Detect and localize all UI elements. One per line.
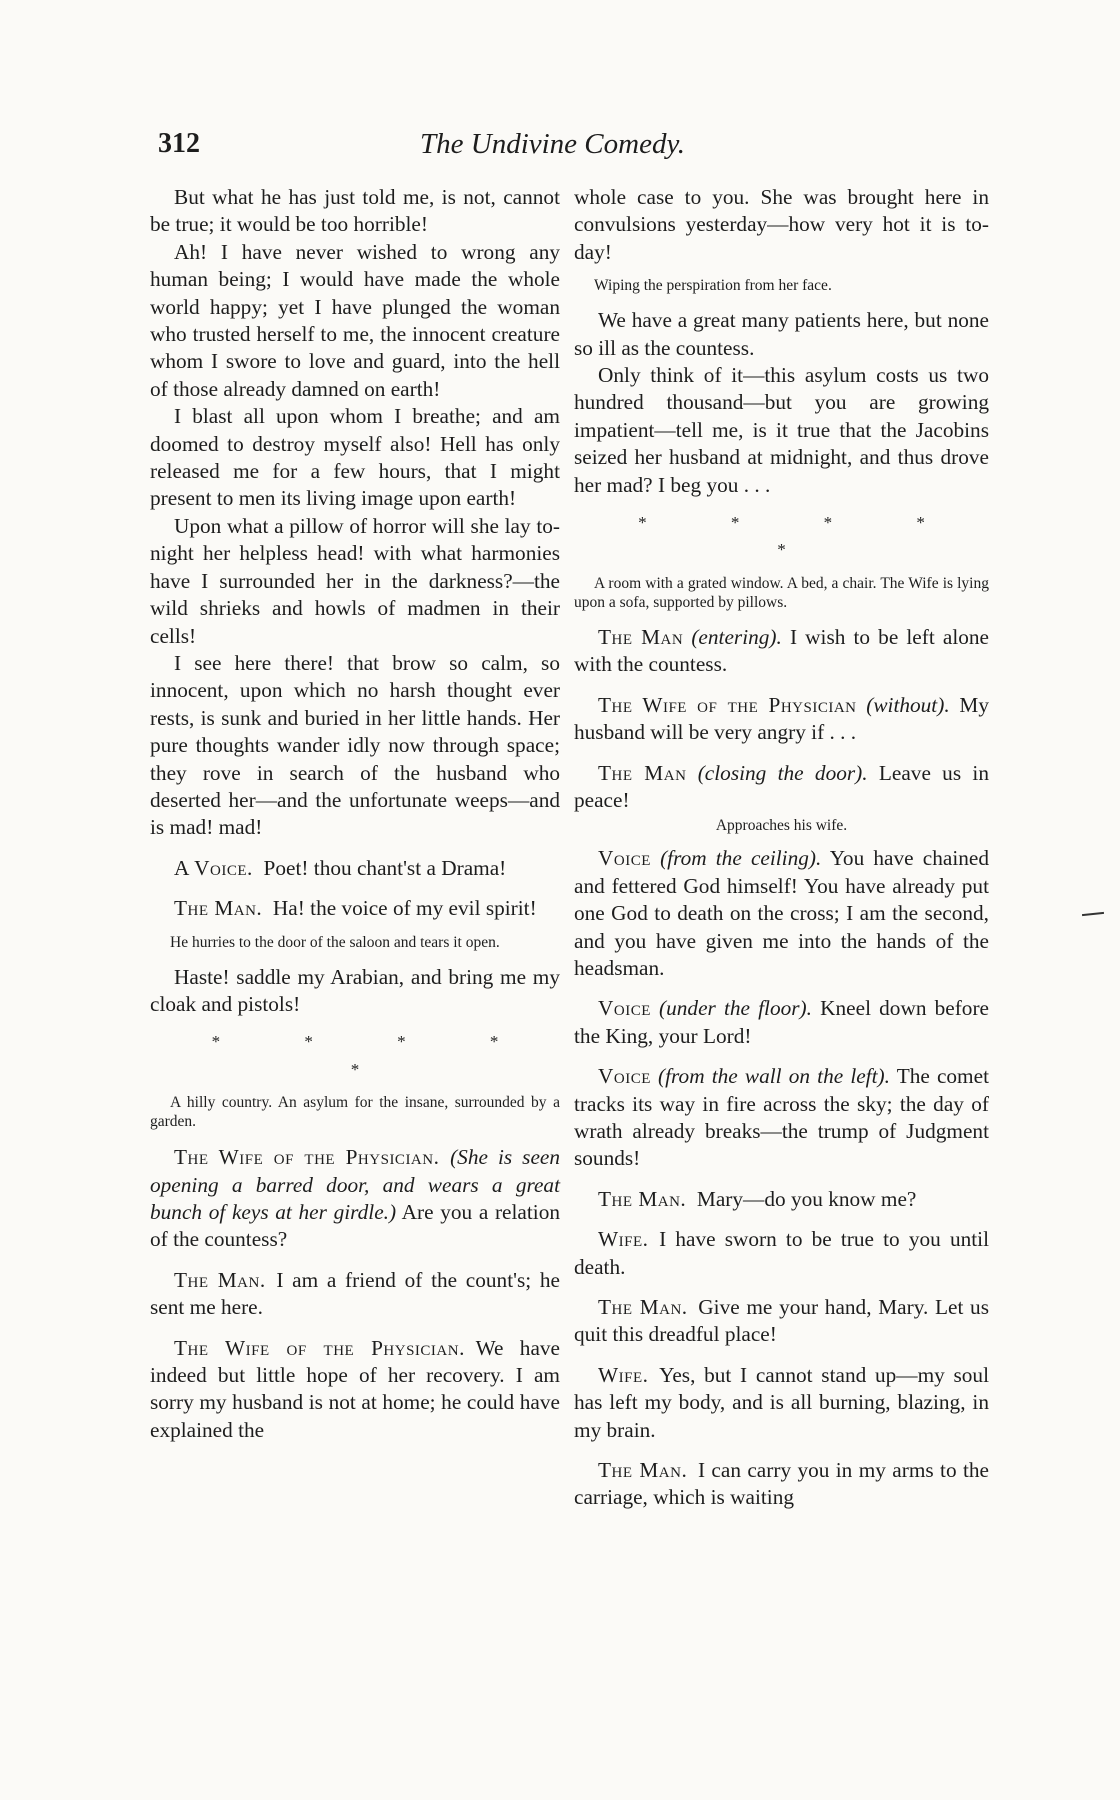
stage-direction-inline: (under the floor). [659, 996, 812, 1021]
stage-direction: A room with a grated window. A bed, a chair. The Wife is lying upon a sofa, supported by pillows. [574, 574, 989, 611]
speech-text: You have chained and fettered God himself! You have already put one God to death on the cross; I am the second, and you have given me into the hands of the headsman. [574, 846, 989, 980]
speaker-name: Wife. [598, 1362, 649, 1387]
speech [574, 624, 989, 679]
paragraph: I see here there! that brow so calm, so innocent, upon which no harsh thought ever rests, is sunk and buried in her little hands. Her pure thoughts wander idly now through space; they rove in search of the husband who deserted her—and the unfortunate weeps—and is mad! mad! [150, 650, 560, 840]
speaker-name: The Man [598, 760, 687, 785]
speech-text: Give me your hand, Mary. Let us quit this dreadful place! [574, 1295, 989, 1347]
speaker-name: The Man. [598, 1295, 688, 1319]
speech [574, 1457, 989, 1512]
speaker-name: The Wife of the Physician. [174, 1145, 440, 1170]
speaker-name: The Man. [174, 896, 263, 921]
speech-text: Leave us in peace! [574, 760, 989, 812]
speaker-name: Voice [598, 996, 651, 1021]
speaker-name: The Wife of the Physician. [174, 1335, 465, 1360]
speaker-name: Voice [598, 846, 651, 871]
stage-direction-inline: (entering). [691, 624, 782, 649]
running-header [0, 128, 1120, 168]
speech-text: We have indeed but little hope of her recovery. I am sorry my husband is not at home; he could have explained the [150, 1335, 561, 1442]
paragraph: We have a great many patients here, but none so ill as the countess. [574, 308, 989, 360]
stage-direction: Wiping the perspiration from her face. [594, 277, 832, 295]
margin-mark [1082, 912, 1104, 916]
speaker-name: The Man. [598, 1186, 687, 1211]
paragraph: Only think of it—this asylum costs us two hundred thousand—but you are growing impatient—tell me, is it true that the Jacobins seized her husband at midnight, and thus drove her mad? I beg you . . . [574, 363, 989, 497]
speech-text: Ha! the voice of my evil spirit! [272, 896, 537, 921]
speech-text: I wish to be left alone with the countess. [574, 624, 989, 677]
speech-text: My husband will be very angry if . . . [574, 692, 989, 745]
running-title: The Undivine Comedy. [420, 128, 685, 160]
stage-direction: A hilly country. An asylum for the insane, surrounded by a garden. [150, 1094, 560, 1131]
stage-direction-inline: (from the wall on the left). [658, 1064, 890, 1089]
speech-text: Are you a relation of the countess? [150, 1200, 560, 1252]
speech [150, 1144, 560, 1254]
stage-direction-inline: (from the ceiling). [660, 846, 822, 871]
speaker-name: Wife. [598, 1227, 649, 1252]
speaker-name: The Wife of the Physician [598, 692, 857, 717]
speech [574, 1362, 989, 1444]
speech [574, 1186, 989, 1213]
stage-direction: He hurries to the door of the saloon and tears it open. [170, 933, 500, 951]
speaker-name: The Man [598, 624, 684, 649]
speech-text: I have sworn to be true to you until death. [574, 1227, 989, 1279]
speech-text: I can carry you in my arms to the carriage, which is waiting [574, 1458, 989, 1510]
stage-direction-inline: (She is seen opening a barred door, and wears a great bunch of keys at her girdle.) [150, 1145, 560, 1224]
speech [574, 845, 989, 982]
speech [574, 692, 989, 747]
stage-direction: Approaches his wife. [715, 817, 848, 835]
paragraph: Upon what a pillow of horror will she lay to-night her helpless head! with what harmonies have I surrounded her in the darkness?—the wild shrieks and howls of madmen in their cells! [150, 513, 560, 648]
paragraph: whole case to you. She was brought here in convulsions yesterday—how very hot it is to-day! [574, 185, 989, 264]
speech-text: Poet! thou chant'st a Drama! [263, 855, 507, 880]
speaker-name: The Man. [174, 1267, 266, 1292]
left-column [150, 184, 560, 1444]
stage-direction-inline: (closing the door). [697, 760, 868, 785]
speech-text: Mary—do you know me? [696, 1186, 917, 1211]
speech [150, 855, 560, 882]
speech [574, 760, 989, 815]
speech-text: Yes, but I cannot stand up—my soul has left my body, and is all burning, blazing, in my brain. [574, 1362, 989, 1442]
speech [150, 895, 560, 922]
speech-text: I am a friend of the count's; he sent me here. [150, 1267, 560, 1320]
paragraph: I blast all upon whom I breathe; and am doomed to destroy myself also! Hell has only released me for a few hours, that I might present to men its living image upon earth! [150, 404, 560, 511]
page-number: 312 [158, 128, 200, 159]
speech [574, 1226, 989, 1281]
speech-text: Kneel down before the King, your Lord! [574, 996, 990, 1048]
speech [574, 995, 989, 1050]
speech [150, 1335, 560, 1445]
scene-break: * * * * * [638, 513, 965, 560]
speech [574, 1294, 989, 1349]
stage-direction-inline: (without). [866, 692, 950, 717]
paragraph: Haste! saddle my Arabian, and bring me my cloak and pistols! [150, 964, 560, 1016]
speaker-name: Voice [598, 1064, 651, 1089]
scene-break: * * * * * [211, 1032, 539, 1079]
right-column [574, 184, 989, 1512]
paragraph: Ah! I have never wished to wrong any human being; I would have made the whole world happy; yet I have plunged the woman who trusted herself to me, the innocent creature whom I swore to love and guard, into the hell of those already damned on earth! [150, 239, 560, 401]
speech [574, 1063, 989, 1173]
speaker-name: The Man. [598, 1458, 688, 1483]
paragraph: But what he has just told me, is not, cannot be true; it would be too horrible! [150, 185, 560, 237]
speaker-name: A Voice. [174, 855, 253, 880]
speech [150, 1267, 560, 1322]
speech-text: The comet tracks its way in fire across the sky; the day of wrath already breaks—the trump of Judgment sounds! [574, 1064, 989, 1171]
